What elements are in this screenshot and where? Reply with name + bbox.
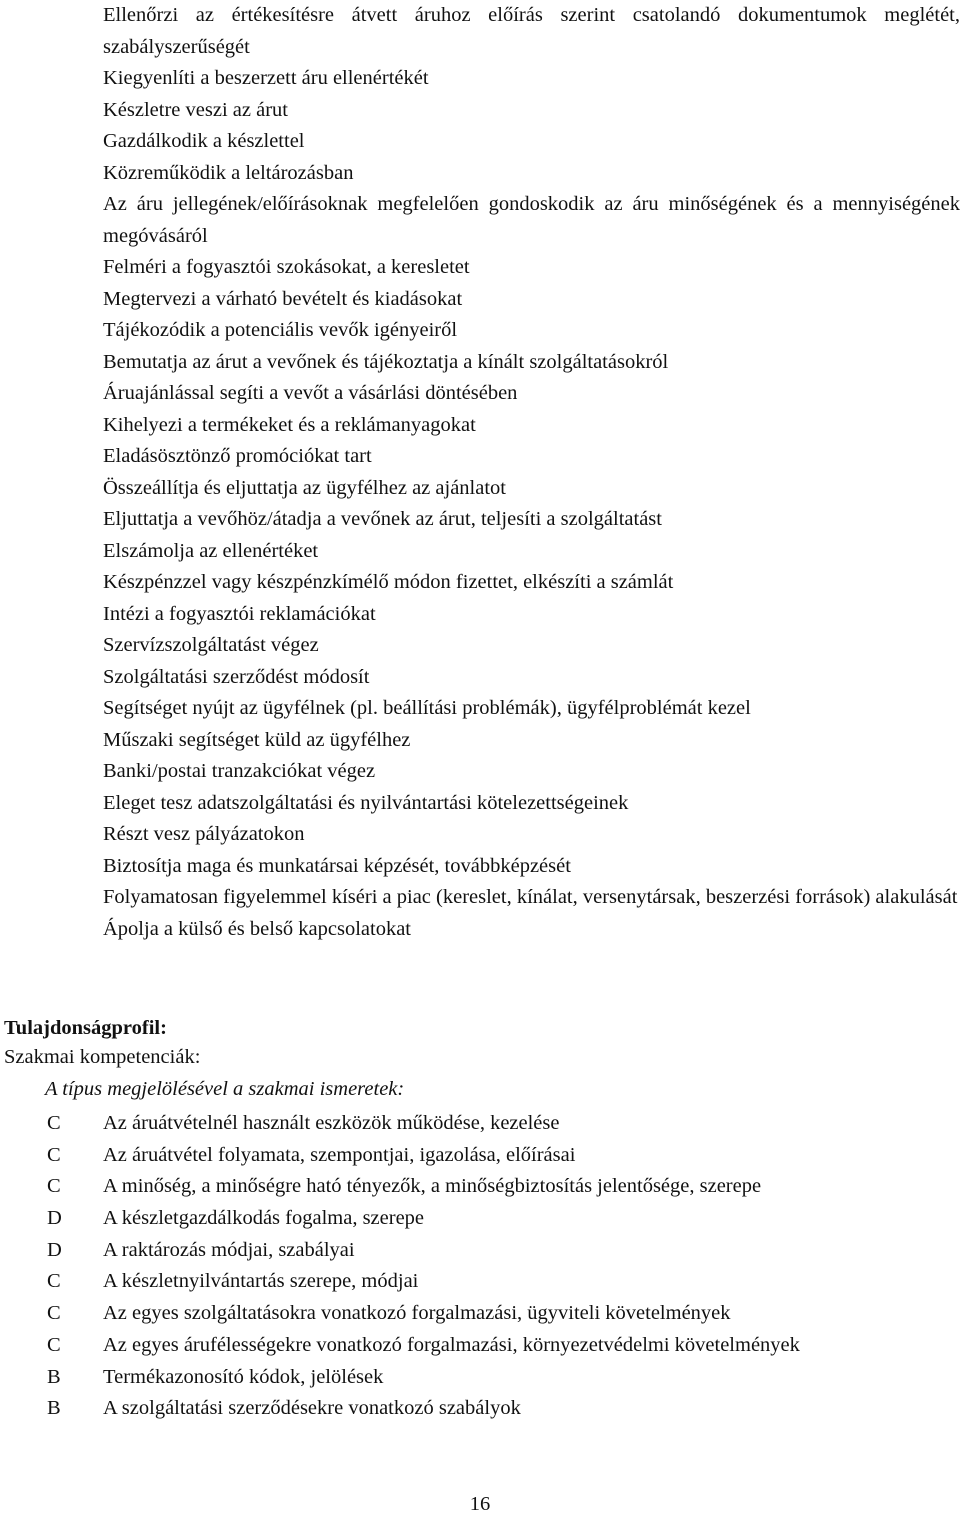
knowledge-text: Az áruátvétel folyamata, szempontjai, igazolása, előírásai [103, 1143, 576, 1166]
knowledge-row [0, 1393, 960, 1425]
knowledge-grade: B [47, 1397, 61, 1420]
task-item: Segítséget nyújt az ügyfélnek (pl. beállítási problémák), ügyfélproblémát kezel [103, 697, 751, 719]
task-item: Közreműködik a leltározásban [103, 161, 354, 184]
knowledge-text: Az egyes szolgáltatásokra vonatkozó forgalmazási, ügyviteli követelmények [103, 1302, 731, 1325]
knowledge-text: A minőség, a minőségre ható tényezők, a minőségbiztosítás jelentősége, szerepe [103, 1175, 762, 1198]
knowledge-row [0, 1171, 960, 1203]
knowledge-text: Termékazonosító kódok, jelölések [103, 1365, 384, 1388]
task-item: Bemutatja az árut a vevőnek és tájékoztatja a kínált szolgáltatásokról [103, 350, 669, 373]
task-item: Ápolja a külső és belső kapcsolatokat [103, 917, 412, 940]
task-item: Eljuttatja a vevőhöz/átadja a vevőnek az árut, teljesíti a szolgáltatást [103, 508, 662, 530]
task-item: Intézi a fogyasztói reklamációkat [103, 602, 376, 625]
knowledge-text: A szolgáltatási szerződésekre vonatkozó szabályok [103, 1397, 521, 1420]
task-item: Eladásösztönző promóciókat tart [103, 445, 372, 467]
knowledge-row [0, 1362, 960, 1394]
knowledge-grade: C [47, 1270, 61, 1293]
task-item: Részt vesz pályázatokon [103, 823, 305, 845]
task-item: Kiegyenlíti a beszerzett áru ellenértékét [103, 67, 429, 89]
profile-heading: Tulajdonságprofil: [4, 1017, 167, 1039]
knowledge-grade: D [47, 1207, 62, 1230]
profile-subheading: Szakmai kompetenciák: [4, 1046, 201, 1068]
task-item: Áruajánlással segíti a vevőt a vásárlási döntésében [103, 382, 518, 404]
task-item: Készpénzzel vagy készpénzkímélő módon fizettet, elkészíti a számlát [103, 571, 674, 593]
knowledge-row [0, 1108, 960, 1140]
task-item: Tájékozódik a potenciális vevők igényeiről [103, 319, 458, 341]
knowledge-row [0, 1203, 960, 1235]
task-item: Készletre veszi az árut [103, 98, 288, 121]
knowledge-row [0, 1140, 960, 1172]
knowledge-text: A készletnyilvántartás szerepe, módjai [103, 1270, 419, 1293]
knowledge-list [0, 1108, 960, 1425]
task-item: Szolgáltatási szerződést módosít [103, 665, 370, 688]
knowledge-row [0, 1266, 960, 1298]
knowledge-text: Az egyes árufélességekre vonatkozó forgalmazási, környezetvédelmi követelmények [103, 1333, 800, 1356]
knowledge-grade: C [47, 1302, 61, 1325]
knowledge-grade: C [47, 1143, 61, 1166]
task-item: Ellenőrzi az értékesítésre átvett áruhoz előírás szerint csatolandó dokumentumok meglétét, szabályszerűségét [103, 4, 960, 58]
knowledge-text: A készletgazdálkodás fogalma, szerepe [103, 1207, 425, 1230]
knowledge-row [0, 1235, 960, 1267]
task-item: Kihelyezi a termékeket és a reklámanyagokat [103, 413, 476, 436]
task-item: Folyamatosan figyelemmel kíséri a piac (kereslet, kínálat, versenytársak, beszerzési források) alakulását [103, 886, 958, 908]
page-number: 16 [469, 1493, 491, 1515]
task-item: Eleget tesz adatszolgáltatási és nyilvántartási kötelezettségeinek [103, 791, 629, 814]
knowledge-grade: C [47, 1175, 61, 1198]
knowledge-grade: C [47, 1112, 61, 1134]
task-item: Banki/postai tranzakciókat végez [103, 760, 376, 782]
task-item: Az áru jellegének/előírásoknak megfelelően gondoskodik az áru minőségének és a mennyiségének megóvásáról [103, 193, 960, 247]
knowledge-row [0, 1330, 960, 1362]
knowledge-type-note: A típus megjelölésével a szakmai ismeretek: [45, 1078, 405, 1100]
task-item: Felméri a fogyasztói szokásokat, a keresletet [103, 256, 470, 278]
knowledge-text: Az áruátvételnél használt eszközök működése, kezelése [103, 1112, 560, 1134]
knowledge-text: A raktározás módjai, szabályai [103, 1238, 355, 1261]
task-item: Elszámolja az ellenértéket [103, 539, 319, 562]
knowledge-grade: D [47, 1238, 62, 1261]
task-item: Szervízszolgáltatást végez [103, 634, 319, 656]
knowledge-grade: B [47, 1365, 61, 1388]
knowledge-grade: C [47, 1333, 61, 1356]
task-item: Megtervezi a várható bevételt és kiadásokat [103, 287, 463, 310]
task-item: Biztosítja maga és munkatársai képzését, továbbképzését [103, 854, 571, 877]
task-item: Gazdálkodik a készlettel [103, 130, 305, 152]
task-list [103, 0, 960, 945]
task-item: Összeállítja és eljuttatja az ügyfélhez az ajánlatot [103, 476, 506, 499]
task-item: Műszaki segítséget küld az ügyfélhez [103, 728, 411, 751]
knowledge-row [0, 1298, 960, 1330]
